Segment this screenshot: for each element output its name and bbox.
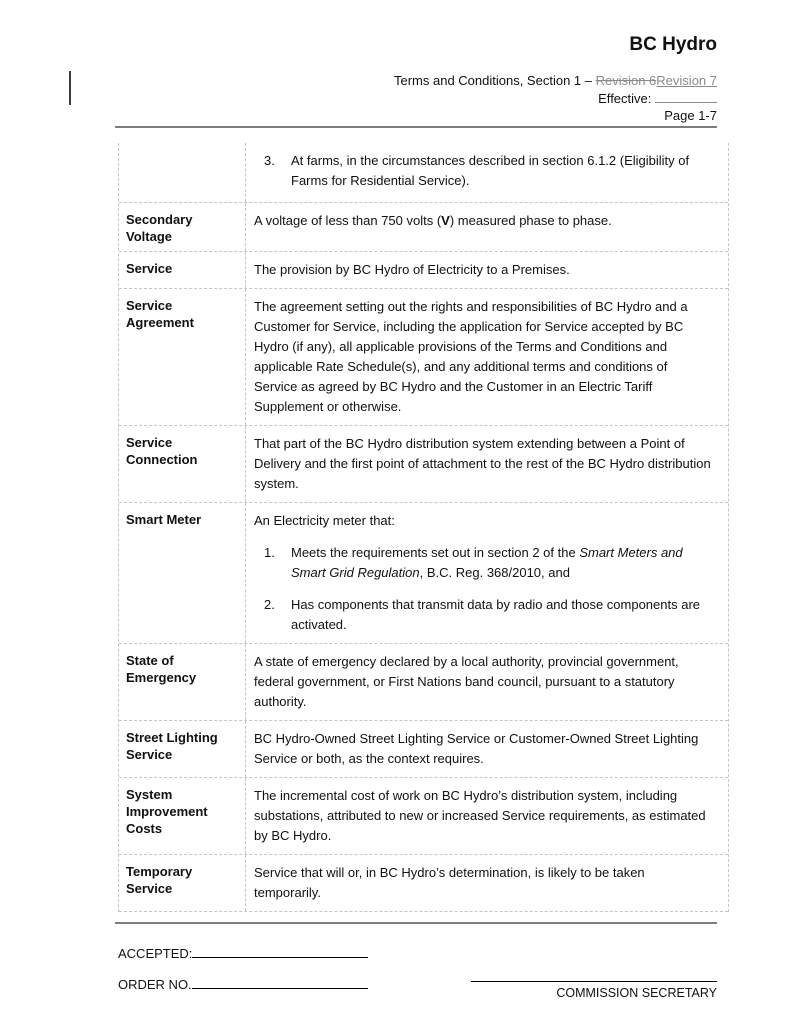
definition-paragraph bbox=[254, 863, 714, 903]
term-label: Secondary Voltage bbox=[126, 212, 193, 244]
definitions-table bbox=[118, 143, 729, 912]
table-row bbox=[119, 252, 728, 289]
definition-cell bbox=[246, 289, 728, 425]
term-cell bbox=[119, 503, 246, 643]
term-cell bbox=[119, 203, 246, 251]
secretary-label: COMMISSION SECRETARY bbox=[556, 986, 717, 1000]
text-run: The provision by BC Hydro of Electricity to a Premises. bbox=[254, 262, 570, 277]
definition-paragraph bbox=[254, 729, 714, 769]
term-label: Service bbox=[126, 261, 173, 276]
definition-cell bbox=[246, 855, 728, 911]
secretary-signature-line bbox=[471, 981, 717, 982]
term-label: Service Connection bbox=[126, 435, 198, 467]
definition-paragraph bbox=[254, 652, 714, 712]
table-row bbox=[119, 721, 728, 778]
item-text bbox=[291, 151, 714, 191]
table-row bbox=[119, 289, 728, 426]
definition-paragraph bbox=[254, 511, 714, 531]
table-row bbox=[119, 426, 728, 503]
text-run: BC Hydro-Owned Street Lighting Service or Customer-Owned Street Lighting Service or both, as the context requires. bbox=[254, 731, 699, 766]
text-run: Meets the requirements set out in section 2 of the bbox=[291, 545, 580, 560]
definition-paragraph bbox=[254, 260, 714, 280]
definition-cell bbox=[246, 721, 728, 777]
text-run: Service that will or, in BC Hydro’s determination, is likely to be taken temporarily. bbox=[254, 865, 645, 900]
term-label: System Improvement Costs bbox=[126, 787, 208, 836]
term-label: Street Lighting Service bbox=[126, 730, 218, 762]
text-run: The incremental cost of work on BC Hydro’s distribution system, including substations, attributed to new or increased Service requirements, as estimated by BC Hydro. bbox=[254, 788, 706, 843]
text-run: , B.C. Reg. 368/2010, and bbox=[419, 565, 570, 580]
definition-paragraph bbox=[254, 434, 714, 494]
definition-cell bbox=[246, 503, 728, 643]
revision-change-bar bbox=[69, 71, 71, 105]
definition-paragraph bbox=[254, 211, 714, 231]
effective-line bbox=[115, 89, 717, 107]
page-number: Page 1-7 bbox=[664, 108, 717, 123]
term-cell bbox=[119, 778, 246, 854]
effective-blank bbox=[655, 89, 717, 103]
text-run: V bbox=[441, 213, 450, 228]
definition-paragraph bbox=[254, 786, 714, 846]
term-label: Temporary Service bbox=[126, 864, 193, 896]
table-row bbox=[119, 644, 728, 721]
order-line bbox=[118, 975, 368, 993]
term-cell bbox=[119, 644, 246, 720]
table-row bbox=[119, 855, 728, 912]
numbered-item bbox=[264, 595, 714, 635]
numbered-item bbox=[264, 151, 714, 191]
table-row bbox=[119, 143, 728, 203]
definition-cell bbox=[246, 252, 728, 288]
item-number: 1. bbox=[264, 545, 275, 560]
doc-title: Terms and Conditions, Section 1 – bbox=[393, 73, 596, 88]
term-cell bbox=[119, 426, 246, 502]
item-number: 2. bbox=[264, 597, 275, 612]
item-text bbox=[291, 543, 714, 583]
text-run: A voltage of less than 750 volts ( bbox=[254, 213, 442, 228]
term-cell bbox=[119, 252, 246, 288]
term-label: Service Agreement bbox=[126, 298, 194, 330]
definition-cell bbox=[246, 203, 728, 251]
term-cell bbox=[119, 855, 246, 911]
item-number: 3. bbox=[264, 153, 275, 168]
order-label: ORDER NO. bbox=[118, 977, 192, 992]
term-label: State of Emergency bbox=[126, 653, 197, 685]
text-run: A state of emergency declared by a local authority, provincial government, federal government, or First Nations band council, pursuant to a statutory authority. bbox=[254, 654, 679, 709]
text-run: That part of the BC Hydro distribution system extending between a Point of Delivery and the first point of attachment to the rest of the BC Hydro distribution system. bbox=[254, 436, 711, 491]
term-cell bbox=[119, 143, 246, 202]
text-run: Has components that transmit data by radio and those components are activated. bbox=[291, 597, 701, 632]
numbered-item bbox=[264, 543, 714, 583]
order-blank-line bbox=[192, 975, 368, 989]
accepted-blank-line bbox=[192, 944, 368, 958]
text-run: The agreement setting out the rights and responsibilities of BC Hydro and a Customer for Service, including the application for Service accepted by BC Hydro (if any), all applicable provisions of the Terms and Conditions and applicable Rate Schedule(s), and any additional terms and conditions of Service as agreed by BC Hydro and the Customer in an Electric Tariff Supplement or otherwise. bbox=[254, 299, 688, 414]
accepted-label: ACCEPTED: bbox=[118, 946, 193, 961]
definition-cell bbox=[246, 426, 728, 502]
text-run: Smart Meters and Smart Grid Regulation bbox=[291, 545, 683, 580]
revision-new: Revision 7 bbox=[656, 73, 717, 88]
effective-label: Effective: bbox=[598, 91, 652, 106]
text-run: ) measured phase to phase. bbox=[449, 213, 612, 228]
doc-title-line bbox=[115, 72, 717, 89]
term-cell bbox=[119, 721, 246, 777]
definition-cell bbox=[246, 778, 728, 854]
term-label: Smart Meter bbox=[126, 512, 202, 527]
page-header bbox=[115, 30, 717, 124]
table-row bbox=[119, 503, 728, 644]
definition-paragraph bbox=[254, 297, 714, 417]
table-row bbox=[119, 778, 728, 855]
table-row bbox=[119, 203, 728, 252]
term-cell bbox=[119, 289, 246, 425]
footer-rule bbox=[115, 922, 717, 924]
item-text bbox=[291, 595, 714, 635]
header-rule bbox=[115, 126, 717, 128]
accepted-line bbox=[118, 944, 368, 962]
definition-cell bbox=[246, 644, 728, 720]
definition-cell bbox=[246, 143, 728, 202]
revision-old: Revision 6 bbox=[595, 73, 657, 88]
text-run: An Electricity meter that: bbox=[254, 513, 395, 528]
company-name: BC Hydro bbox=[629, 34, 717, 55]
text-run: At farms, in the circumstances described in section 6.1.2 (Eligibility of Farms for Residential Service). bbox=[291, 153, 690, 188]
